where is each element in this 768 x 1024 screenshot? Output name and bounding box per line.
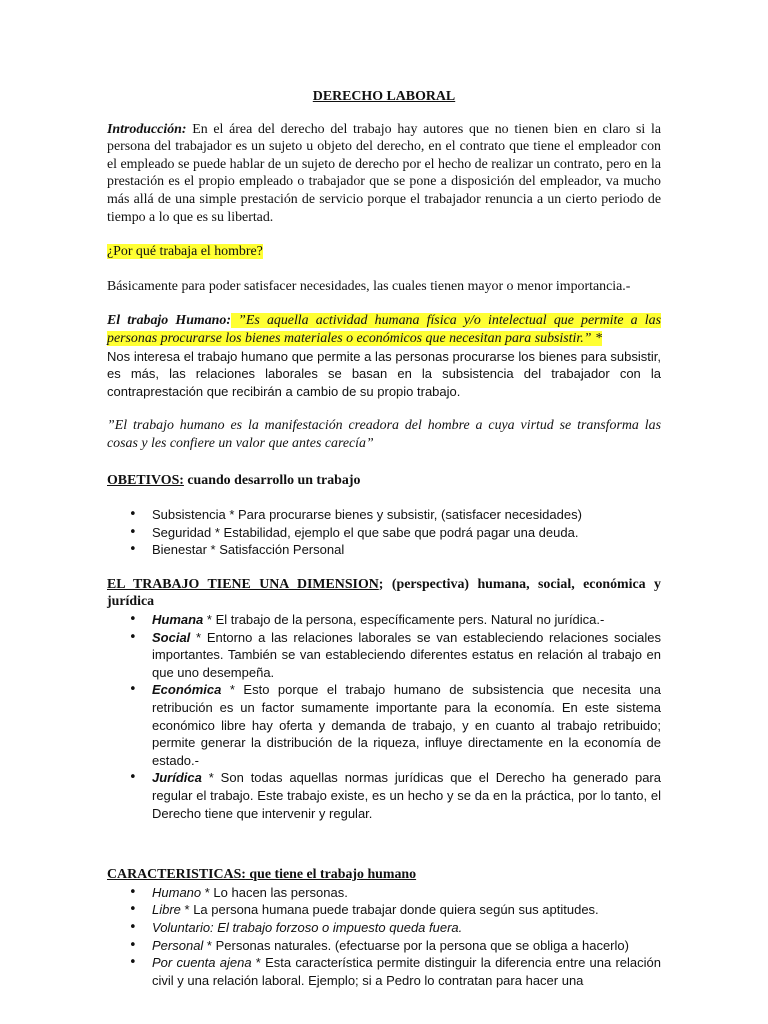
caracteristicas-list	[107, 884, 661, 990]
trabajo-humano-label: El trabajo Humano:	[107, 313, 231, 329]
dimension-list	[107, 611, 661, 822]
intro-paragraph	[107, 121, 661, 227]
list-item	[107, 629, 661, 682]
objetivos-list	[107, 506, 661, 559]
dimension-term: Jurídica	[152, 770, 202, 786]
list-item	[107, 901, 661, 919]
list-item: • Seguridad * Estabilidad, ejemplo el que sabe que podrá pagar una deuda.	[107, 524, 661, 542]
document-title: DERECHO LABORAL	[312, 89, 456, 104]
list-item	[107, 919, 661, 937]
list-item: • Bienestar * Satisfacción Personal	[107, 541, 661, 559]
question-text: ¿Por qué trabaja el hombre?	[107, 244, 263, 260]
caracteristica-text: * Esta característica permite distinguir la diferencia entre una relación civil y una relación laboral. Ejemplo; si a Pedro lo contratan para hacer una	[152, 955, 661, 988]
caracteristica-text: * Personas naturales. (efectuarse por la persona que se obliga a hacerlo)	[203, 937, 629, 953]
dimension-term: Social	[152, 629, 191, 645]
caracteristica-text: * La persona humana puede trabajar donde quiera según sus aptitudes.	[180, 902, 599, 918]
caracteristicas-rest: que tiene el trabajo humano	[245, 867, 417, 883]
list-item	[107, 954, 661, 989]
list-item	[107, 681, 661, 769]
caracteristica-term: Personal	[152, 937, 204, 953]
caracteristica-term: Libre	[152, 902, 181, 918]
caracteristica-term: Por cuenta ajena	[152, 955, 252, 971]
caracteristica-text: * Lo hacen las personas.	[201, 884, 348, 900]
dimension-rest: ; (perspectiva) humana, social, económica y jurídica	[107, 576, 661, 610]
caracteristicas-label: CARACTERISTICAS:	[107, 867, 246, 883]
objetivos-heading	[107, 472, 661, 490]
caracteristica-term: Voluntario: El trabajo forzoso o impuesto queda fuera.	[152, 919, 463, 935]
dimension-label: EL TRABAJO TIENE UNA DIMENSION	[107, 576, 379, 592]
question-line	[107, 243, 661, 261]
trabajo-humano-definition	[107, 312, 661, 347]
objetivos-label: OBETIVOS:	[107, 472, 184, 488]
dimension-term: Humana	[152, 612, 204, 628]
list-item	[107, 884, 661, 902]
intro-text: En el área del derecho del trabajo hay autores que no tienen bien en claro si la persona del trabajador es un sujeto u objeto del derecho, en el contrato que tiene el empleador con el empleado se puede hablar de un sujeto de derecho por el hecho de realizar un contrato, pero en la prestación es el propio empleado o trabajador que se pone a disposición del empleador, va mucho más allá de una simple prestación de servicio porque el trabajador renuncia a un cierto periodo de tiempo a lo que es su libertad.	[107, 121, 661, 225]
trabajo-humano-text: Nos interesa el trabajo humano que permite a las personas procurarse los bienes para subsistir, es más, las relaciones laborales se basan en la subsistencia del trabajador con la contraprestación que recibirán a cambio de su propio trabajo.	[107, 348, 661, 399]
trabajo-humano-quote: ”Es aquella actividad humana física y/o intelectual que permite a las personas procurarse los bienes materiales o económicos que necesitan para subsistir.” *	[107, 313, 661, 346]
second-quote: ”El trabajo humano es la manifestación creadora del hombre a cuya virtud se transforma las cosas y les confiere un valor que antes carecía”	[107, 418, 661, 451]
answer-paragraph: Básicamente para poder satisfacer necesidades, las cuales tienen mayor o menor importancia.-	[107, 278, 631, 294]
dimension-text: * Esto porque el trabajo humano de subsistencia que necesita una retribución es un factor sumamente importante para la economía. En este sistema económico libre hay oferta y demanda de trabajo, y en cuanto al trabajo retribuido; permite generar la distribución de la riqueza, influye directamente en la economía de estado.-	[152, 682, 661, 768]
list-item	[107, 611, 661, 629]
objetivos-rest: cuando desarrollo un trabajo	[183, 472, 361, 488]
dimension-text: * Son todas aquellas normas jurídicas que el Derecho ha generado para regular el trabajo. Este trabajo existe, es un hecho y se da en la práctica, por lo tanto, el Derecho tiene que intervenir y regular.	[152, 770, 661, 821]
intro-label: Introducción:	[107, 121, 187, 137]
list-item: • Subsistencia * Para procurarse bienes y subsistir, (satisfacer necesidades)	[107, 506, 661, 524]
caracteristica-term: Humano	[152, 884, 202, 900]
dimension-text: * Entorno a las relaciones laborales se van estableciendo relaciones sociales importantes. También se van estableciendo diferentes estatus en relación al trabajo en que uno desempeña.	[152, 629, 661, 680]
dimension-heading	[107, 576, 661, 611]
caracteristicas-heading	[107, 866, 661, 884]
list-item	[107, 937, 661, 955]
caracteristicas-heading-underlined	[107, 867, 416, 882]
dimension-text: * El trabajo de la persona, específicamente pers. Natural no jurídica.-	[203, 612, 605, 628]
dimension-term: Económica	[152, 682, 222, 698]
list-item	[107, 769, 661, 822]
